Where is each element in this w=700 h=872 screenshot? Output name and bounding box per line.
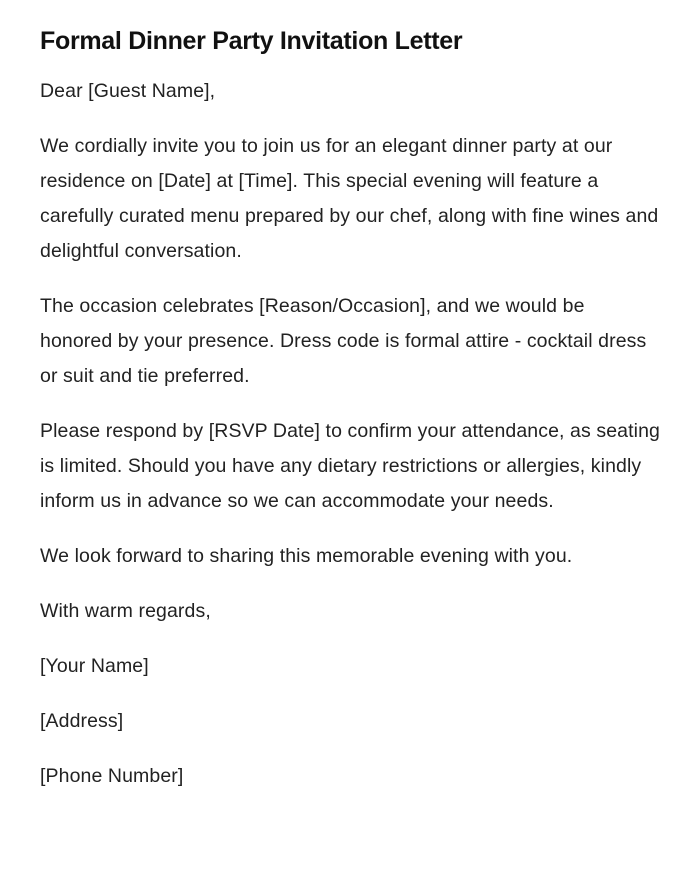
closing-line: With warm regards,	[40, 600, 211, 622]
paragraph-rsvp: Please respond by [RSVP Date] to confirm your attendance, as seating is limited. Should you have any dietary restrictions or allergies, kindly inform us in advance so we can accommodate your needs.	[40, 420, 660, 512]
salutation: Dear [Guest Name],	[40, 80, 216, 102]
paragraph-occasion: The occasion celebrates [Reason/Occasion], and we would be honored by your presence. Dress code is formal attire - cocktail dress or suit and tie preferred.	[40, 295, 647, 387]
signature-phone: [Phone Number]	[40, 765, 184, 787]
paragraph-invitation: We cordially invite you to join us for an elegant dinner party at our residence on [Date] at [Time]. This special evening will feature a carefully curated menu prepared by our chef, along with fine wines and delightful conversation.	[40, 135, 659, 262]
signature-name: [Your Name]	[40, 655, 149, 677]
paragraph-closing-remark: We look forward to sharing this memorable evening with you.	[40, 545, 573, 567]
letter-title: Formal Dinner Party Invitation Letter	[40, 27, 463, 55]
letter-document	[40, 24, 660, 814]
signature-address: [Address]	[40, 710, 124, 732]
